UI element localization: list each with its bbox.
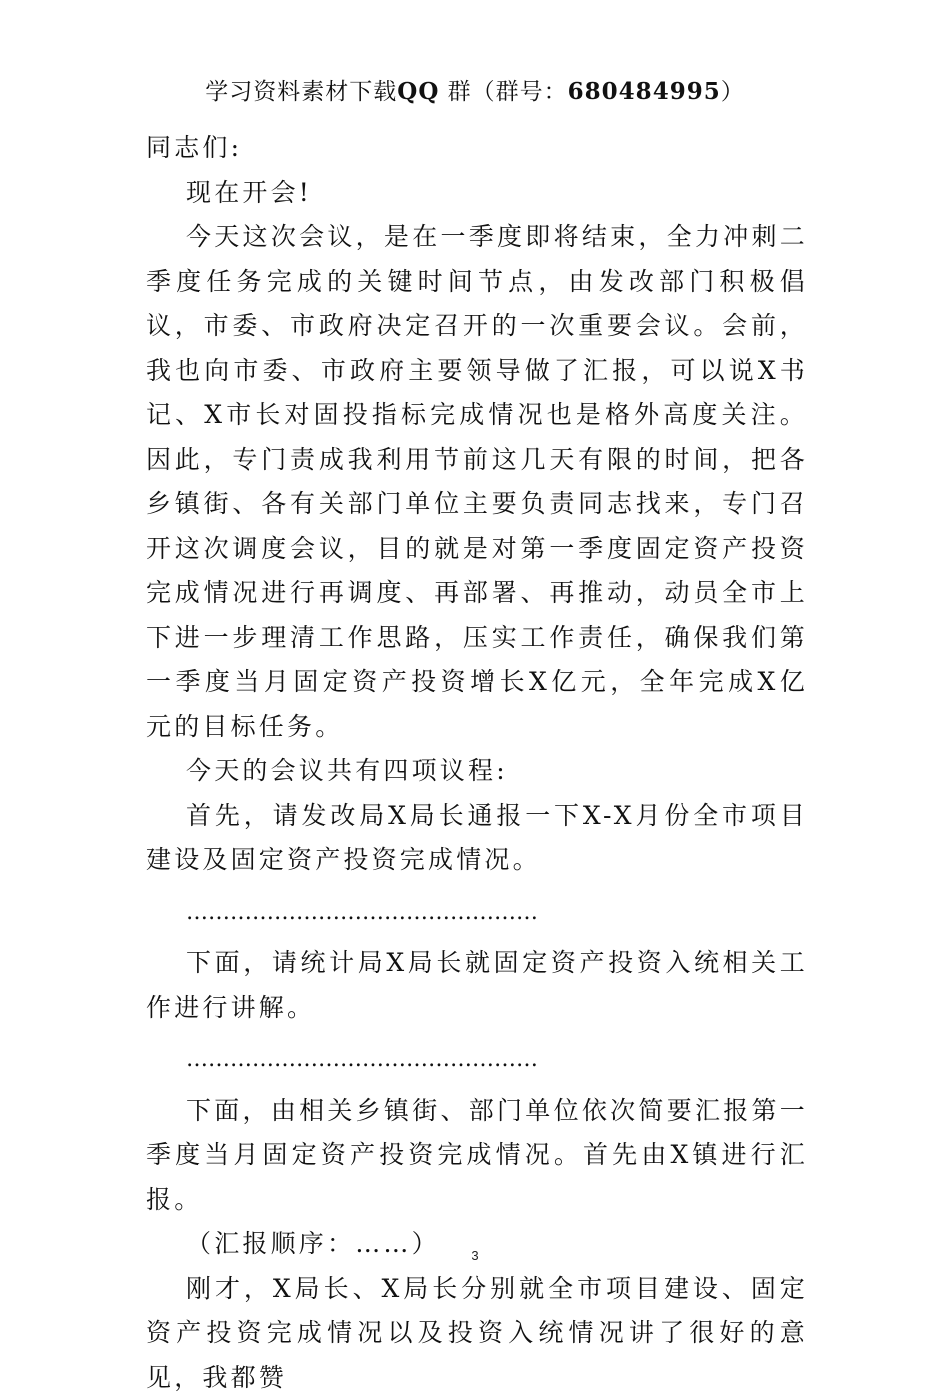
document-header	[0, 76, 950, 108]
document-body	[146, 126, 808, 1400]
paragraph-agenda-first: 首先，请发改局X局长通报一下X-X月份全市项目建设及固定资产投资完成情况。	[146, 794, 808, 883]
header-suffix: ）	[721, 79, 745, 105]
paragraph-report-order: （汇报顺序：……）	[146, 1222, 808, 1267]
paragraph-meeting-purpose: 今天这次会议，是在一季度即将结束，全力冲刺二季度任务完成的关键时间节点，由发改部门积极倡议，市委、市政府决定召开的一次重要会议。会前，我也向市委、市政府主要领导做了汇报，可以说X书记、X市长对固投指标完成情况也是格外高度关注。因此，专门责成我利用节前这几天有限的时间，把各乡镇街、各有关部门单位主要负责同志找来，专门召开这次调度会议，目的就是对第一季度固定资产投资完成情况进行再调度、再部署、再推动，动员全市上下进一步理清工作思路，压实工作责任，确保我们第一季度当月固定资产投资增长X亿元，全年完成X亿元的目标任务。	[146, 215, 808, 749]
paragraph-agenda-third: 下面，由相关乡镇街、部门单位依次简要汇报第一季度当月固定资产投资完成情况。首先由X镇进行汇报。	[146, 1089, 808, 1223]
header-prefix: 学习资料素材下载	[205, 79, 397, 105]
header-group-number: 680484995	[568, 78, 721, 105]
paragraph-agenda-intro: 今天的会议共有四项议程:	[146, 749, 808, 794]
paragraph-agenda-second: 下面，请统计局X局长就固定资产投资入统相关工作进行讲解。	[146, 941, 808, 1030]
ellipsis-separator: …………………………………………	[146, 891, 808, 936]
paragraph-opening: 现在开会!	[146, 171, 808, 216]
header-middle: 群（群号：	[439, 79, 567, 105]
salutation: 同志们:	[146, 126, 808, 171]
page-number: 3	[0, 1248, 950, 1263]
paragraph-closing-remarks: 刚才，X局长、X局长分别就全市项目建设、固定资产投资完成情况以及投资入统情况讲了很好的意见，我都赞	[146, 1267, 808, 1400]
ellipsis-separator: …………………………………………	[146, 1038, 808, 1083]
header-qq: QQ	[397, 78, 439, 105]
